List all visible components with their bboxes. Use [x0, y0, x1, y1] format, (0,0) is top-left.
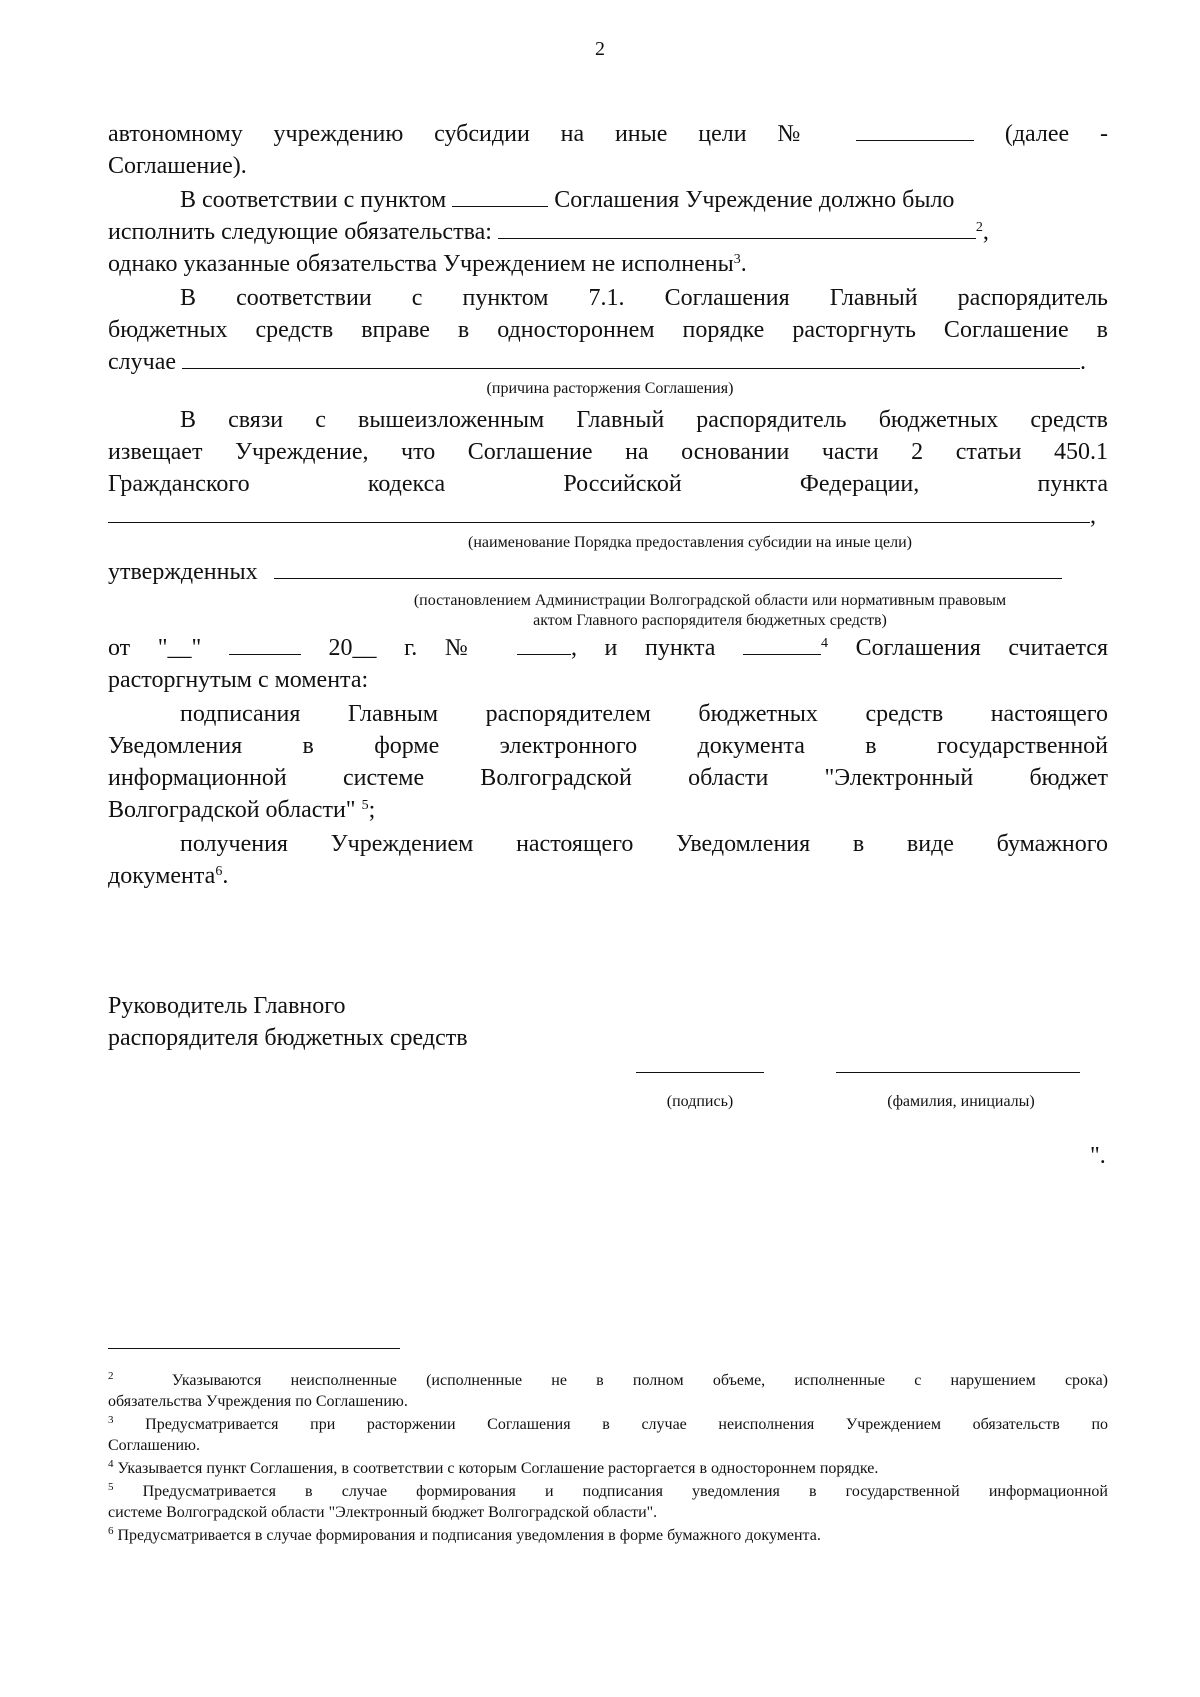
footnote-6: $^6$ Предусматривается в случае формирования и подписания уведомления в форме бумажного документа.: [108, 1525, 821, 1544]
agreement-number-blank: [856, 118, 974, 141]
footnote-5-line2: системе Волгоградской области "Электронный бюджет Волгоградской области".: [108, 1504, 658, 1521]
p4-line5: утвержденных: [108, 556, 1108, 588]
footnote-ref-3: 3: [733, 252, 741, 267]
p2-line1: [108, 184, 1180, 216]
p2-line3: однако указанные обязательства Учреждением не исполнены$^3$.: [108, 251, 747, 277]
p2-line2: исполнить следующие обязательства: $^2$,: [108, 216, 1108, 248]
clause-blank: [743, 632, 821, 655]
p1-line2: Соглашение).: [108, 153, 247, 179]
closing-quote: ".: [1090, 1143, 1106, 1169]
p1-line1: [108, 118, 1108, 150]
p6-line2: документа$^6$.: [108, 863, 229, 889]
p4-line4: ,: [108, 500, 1108, 532]
p2-text-c: исполнить следующие обязательства:: [108, 219, 492, 245]
p6-line1: получения Учреждением настоящего Уведомления в виде бумажного: [180, 831, 1108, 857]
footnote-ref-4: 4: [821, 636, 829, 651]
p3-line2: бюджетных средств вправе в одностороннем порядке расторгнуть Соглашение в: [108, 317, 1108, 343]
p5-line1: подписания Главным распорядителем бюджетных средств настоящего: [180, 701, 1108, 727]
termination-reason-blank: [182, 346, 1080, 369]
termination-reason-caption: (причина расторжения Соглашения): [486, 380, 734, 397]
clause-number-blank: [452, 184, 548, 207]
footnote-3-line1: $^3$ Предусматривается при расторжении Соглашения в случае неисполнения Учреждением обязательств по: [108, 1414, 1109, 1433]
p1-text-b: (далее -: [1004, 121, 1109, 147]
p4-line2: извещает Учреждение, что Соглашение на основании части 2 статьи 450.1: [108, 439, 1108, 465]
approving-act-blank: [274, 556, 1062, 579]
name-caption: (фамилия, инициалы): [887, 1093, 1035, 1110]
signatory-title-line2: распорядителя бюджетных средств: [108, 1025, 468, 1051]
page-number: 2: [595, 38, 605, 60]
p5-line3: информационной системе Волгоградской области "Электронный бюджет: [108, 765, 1108, 791]
p2-text-a: В соответствии с пунктом: [180, 187, 447, 213]
footnote-4: $^4$ Указывается пункт Соглашения, в соответствии с которым Соглашение расторгается в одностороннем порядке.: [108, 1458, 879, 1477]
footnote-3-line2: Соглашению.: [108, 1437, 201, 1454]
signatory-title-line1: Руководитель Главного: [108, 993, 346, 1019]
p5-line2: Уведомления в форме электронного документа в государственной: [108, 733, 1108, 759]
p4-line1: В связи с вышеизложенным Главный распорядитель бюджетных средств: [180, 407, 1108, 433]
p4-line3: Гражданского кодекса Российской Федерации, пункта: [108, 471, 1108, 497]
signature-blank: [636, 1072, 764, 1073]
p3-line3: случае .: [108, 346, 1108, 378]
p5-line4: Волгоградской области" $^5$;: [108, 797, 376, 823]
signature-caption: (подпись): [666, 1093, 734, 1110]
p2-text-b: Соглашения Учреждение должно было: [554, 187, 955, 213]
obligations-blank: [498, 216, 976, 239]
footnote-2-line2: обязательства Учреждения по Соглашению.: [108, 1393, 408, 1410]
procedure-name-caption: (наименование Порядка предоставления субсидии на иные цели): [468, 534, 912, 551]
footnote-separator: [108, 1348, 400, 1349]
approving-act-caption-line2: актом Главного распорядителя бюджетных средств): [533, 612, 887, 629]
p4-line7: расторгнутым с момента:: [108, 667, 369, 693]
footnote-ref-2: 2: [975, 220, 983, 235]
approving-act-caption-line1: (постановлением Администрации Волгоградской области или нормативным правовым: [413, 592, 1007, 609]
act-number-blank: [517, 632, 571, 655]
footnote-5-line1: $^5$ Предусматривается в случае формирования и подписания уведомления в государственной информационной: [108, 1481, 1108, 1500]
p3-line1: В соответствии с пунктом 7.1. Соглашения Главный распорядитель: [180, 285, 1108, 311]
footnote-ref-6: 6: [215, 864, 223, 879]
footnote-ref-5: 5: [361, 798, 369, 813]
footnote-2-line1: $^2$ Указываются неисполненные (исполненные не в полном объеме, исполненные с нарушением срока): [108, 1370, 1109, 1389]
date-month-blank: [229, 632, 301, 655]
p1-text-a: автономному учреждению субсидии на иные цели №: [108, 121, 826, 147]
p4-line6: от "__" 20__ г. № , и пункта $^4$ Соглашения считается: [108, 632, 1108, 664]
name-blank: [836, 1072, 1080, 1073]
procedure-name-blank: [108, 500, 1090, 523]
